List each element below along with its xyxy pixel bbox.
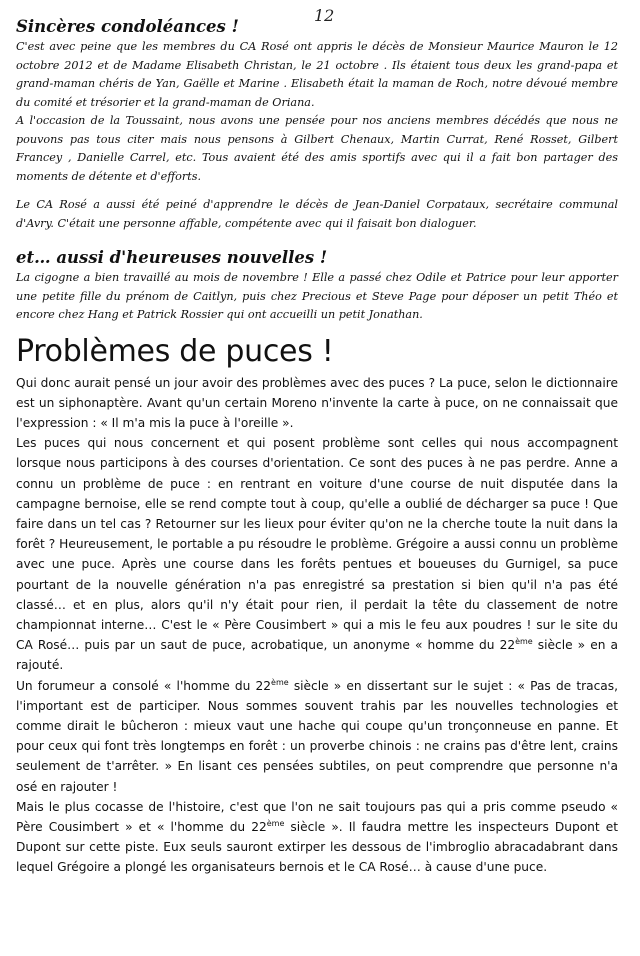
superscript-ordinal: ème: [515, 637, 533, 647]
article-title: Problèmes de puces !: [16, 333, 334, 369]
article-paragraph-4-text-b: siècle ». Il faudra mettre les inspecteurs Dupont et Dupont sur cette piste. Eux seuls sauront extirper les dessous de l'imbroglio abracadabrant dans lequel Grégoire a plongé les organisateurs bernois et le CA Rosé… à cause d'une puce.: [16, 819, 618, 875]
article-paragraph-3-text-a: Un forumeur a consolé « l'homme du 22: [16, 678, 272, 693]
article-paragraph-4: [16, 797, 618, 878]
happy-news-paragraph: La cigogne a bien travaillé au mois de novembre ! Elle a passé chez Odile et Patrice pour leur apporter une petite fille du prénom de Caitlyn, puis chez Precious et Steve Page pour déposer un petit Théo et encore chez Hang et Patrick Rossier qui ont accueilli un petit Jonathan.: [16, 271, 618, 321]
superscript-ordinal: ème: [271, 677, 289, 687]
article-body: [16, 373, 618, 878]
superscript-ordinal: ème: [266, 818, 285, 828]
condolences-section: [16, 38, 618, 233]
condolences-paragraph-3: Le CA Rosé a aussi été peiné d'apprendre le décès de Jean-Daniel Corpataux, secrétaire communal d'Avry. C'était une personne affable, compétente avec qui il faisait bon dialoguer.: [16, 198, 618, 230]
article-paragraph-2: [16, 433, 618, 675]
happy-news-section: [16, 269, 618, 325]
happy-news-title: et… aussi d'heureuses nouvelles !: [16, 248, 328, 267]
condolences-paragraph-2: A l'occasion de la Toussaint, nous avons une pensée pour nos anciens membres décédés que nous ne pouvons pas tous citer mais nous pensons à Gilbert Chenaux, Martin Currat, René Rosset, Gilbert Francey , Danielle Carrel, etc. Tous avaient été des amis sportifs avec qui il a fait bon partager des moments de détente et d'efforts.: [16, 114, 618, 183]
condolences-title: Sincères condoléances !: [16, 17, 239, 36]
article-paragraph-3: [16, 676, 618, 797]
article-paragraph-2-text-b: siècle » en a rajouté.: [16, 638, 618, 673]
page-number: 12: [314, 6, 335, 25]
article-paragraph-2-text-a: Les puces qui nous concernent et qui posent problème sont celles qui nous accompagnent lorsque nous participons à des courses d'orientation. Ce sont des puces à ne pas perdre. Anne a connu un problème de puce : en rentrant en voiture d'une course de nuit disputée dans la campagne bernoise, elle se rend compte tout à coup, qu'elle a oublié de décharger sa puce ! Que faire dans un tel cas ? Retourner sur les lieux pour éviter qu'on ne la cherche toute la nuit dans la forêt ? Heureusement, le portable a pu résoudre le problème. Grégoire a aussi connu un problème avec une puce. Après une course dans les forêts pentues et boueuses du Gurnigel, sa puce pourtant de la nouvelle génération n'a pas enregistré sa prestation si bien qu'il n'a pas été classé… et en plus, alors qu'il n'y était pour rien, il perdait la tête du classement de notre championnat interne… C'est le « Père Cousimbert » qui a mis le feu aux poudres ! sur le site du CA Rosé… puis par un saut de puce, acrobatique, un anonyme « homme du 22: [16, 436, 618, 653]
condolences-paragraph-1: C'est avec peine que les membres du CA Rosé ont appris le décès de Monsieur Maurice Mauron le 12 octobre 2012 et de Madame Elisabeth Christan, le 21 octobre . Ils étaient tous deux les grand-papa et grand-maman chéris de Yan, Gaëlle et Marine . Elisabeth était la maman de Roch, notre dévoué membre du comité et trésorier et la grand-maman de Oriana.: [16, 40, 618, 109]
spacer: [16, 186, 618, 196]
article-paragraph-1: Qui donc aurait pensé un jour avoir des problèmes avec des puces ? La puce, selon le dictionnaire est un siphonaptère. Avant qu'un certain Moreno n'invente la carte à puce, on ne connaissait que l'expression : « Il m'a mis la puce à l'oreille ».: [16, 375, 618, 430]
article-paragraph-4-text-a: Mais le plus cocasse de l'histoire, c'est que l'on ne sait toujours pas qui a pris comme pseudo « Père Cousimbert » et « l'homme du 22: [16, 799, 618, 834]
newsletter-page: [16, 6, 618, 878]
article-paragraph-3-text-b: siècle » en dissertant sur le sujet : « Pas de tracas, l'important est de participer. Nous sommes souvent trahis par les nouvelles technologies et comme dirait le bûcheron : mieux vaut une hache qui coupe qu'un tronçonneuse en panne. Et pour ceux qui font très longtemps en forêt : un proverbe chinois : ne crains pas d'être lent, crains seulement de t'arrêter. » En lisant ces pensées subtiles, on peut comprendre que personne n'a osé en rajouter !: [16, 678, 618, 794]
